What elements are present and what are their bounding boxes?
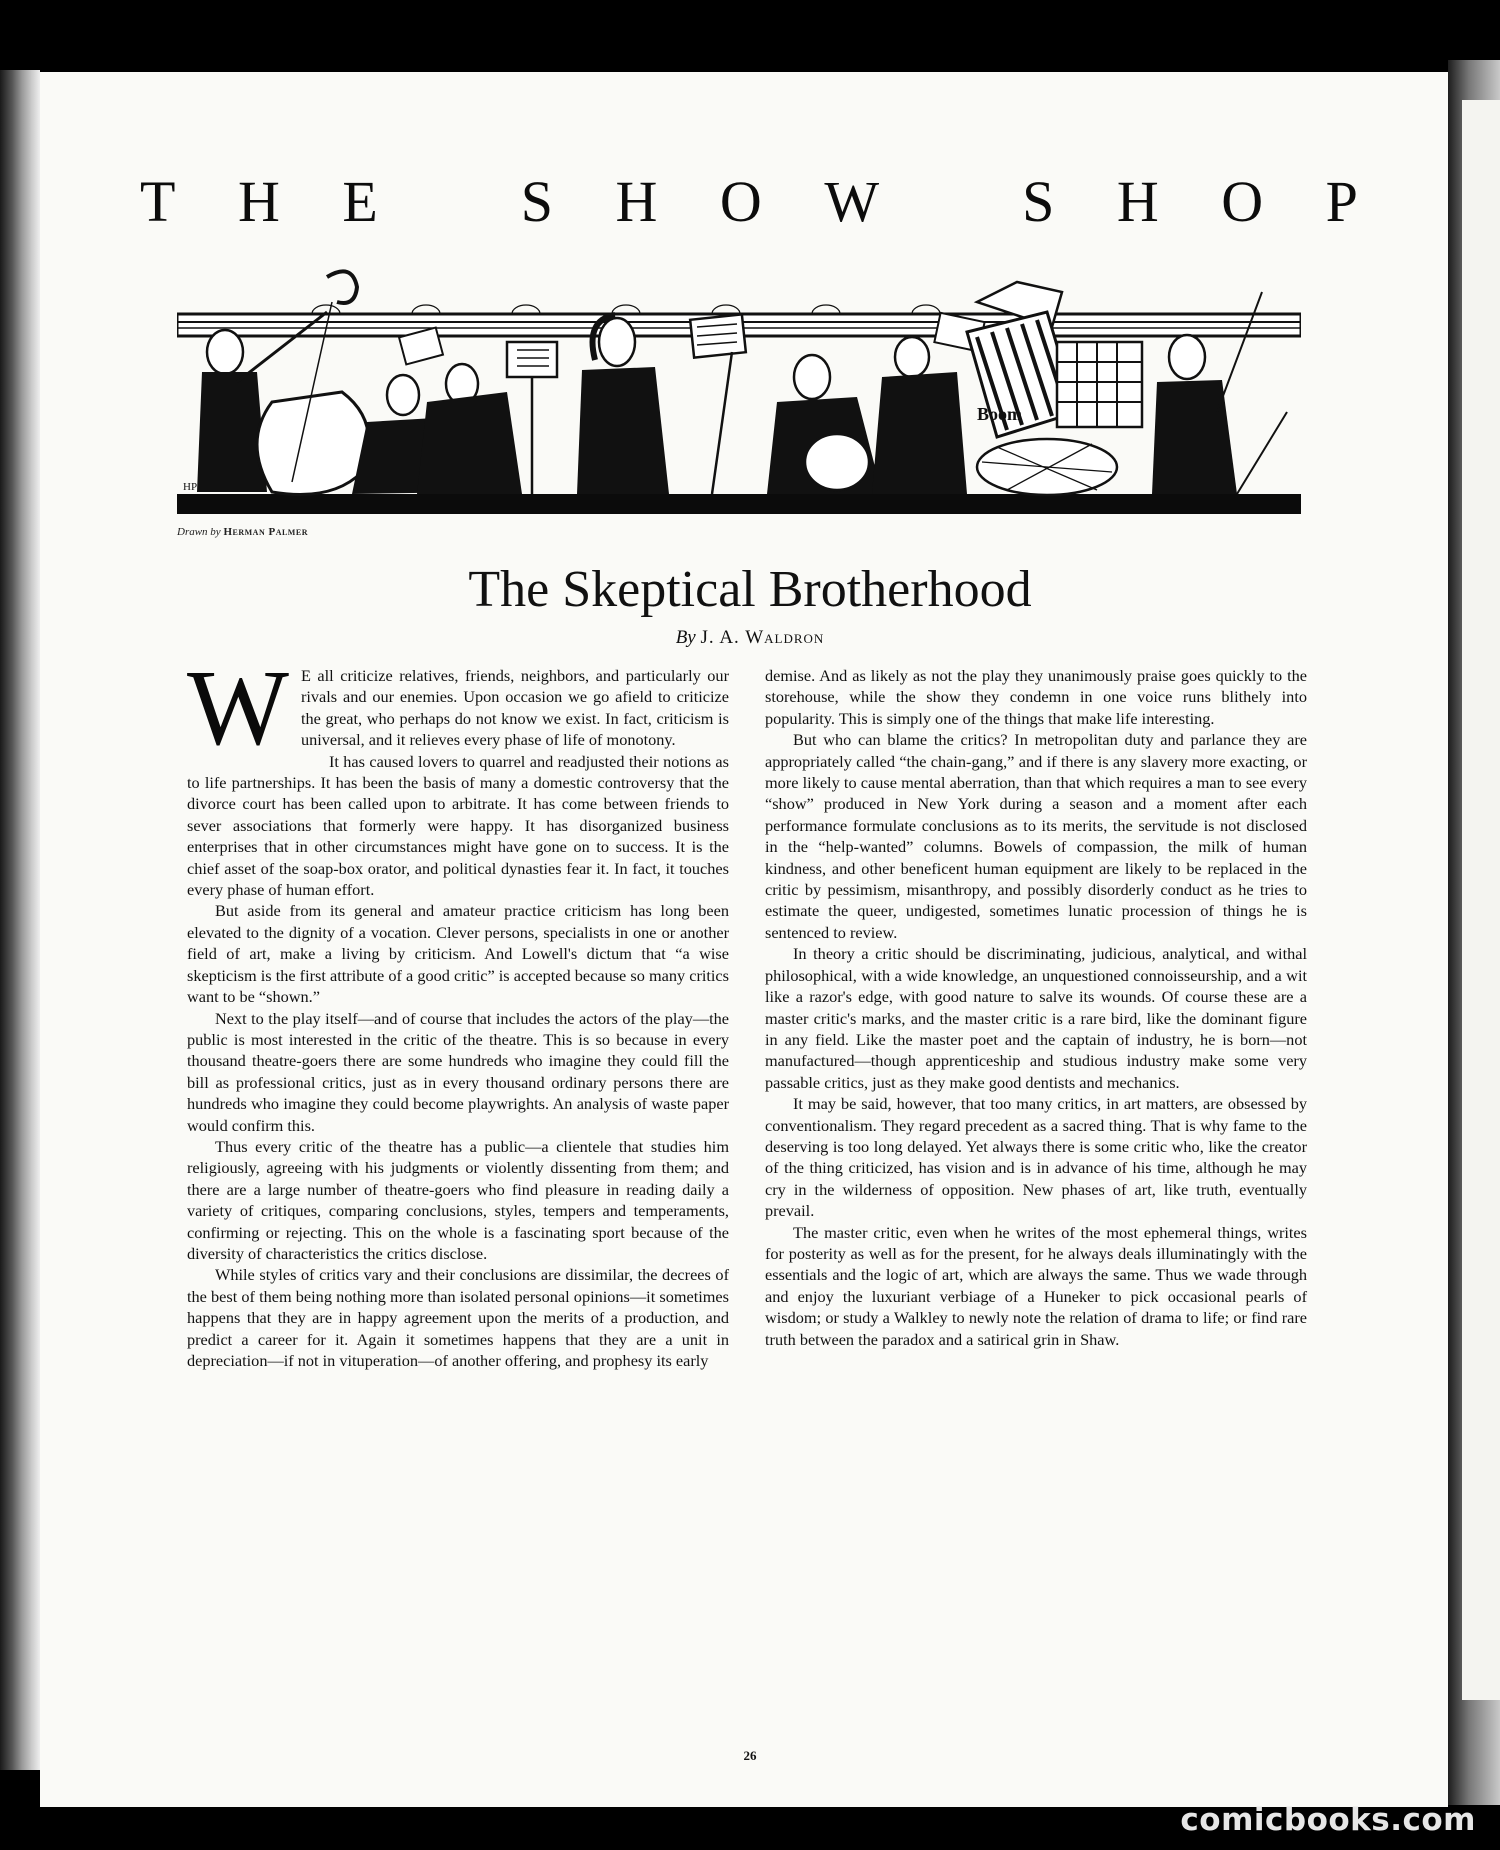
byline-author: J. A. Waldron — [700, 627, 825, 648]
header-letter: O — [1221, 169, 1266, 234]
boom-text: Boom — [977, 404, 1022, 424]
header-letter: T — [140, 169, 178, 234]
illustration-credit: Drawn by Herman Palmer — [177, 526, 308, 538]
paragraph: But who can blame the critics? In metropolitan duty and parlance they are appropriately called “the chain-gang,” and if there is any slavery more exacting, or more likely to cause mental aberration, than that which requires a man to see every “show” produced in New York during a season and a moment after each performance formulate conclusions as to its merits, the servitude is not disclosed in the “help-wanted” columns. Bowels of compassion, the milk of human kindness, and other beneficent human equipment are likely to be replaced in the critic by pessimism, misanthropy, and possibly disorderly conduct as he tries to estimate the queer, undigested, sometimes lunatic procession of things he is sentenced to review. — [765, 730, 1307, 942]
header-letter: H — [237, 169, 282, 234]
violinist-figures — [352, 328, 522, 494]
paragraph: But aside from its general and amateur practice criticism has long been elevated to the dignity of a vocation. Clever persons, specialists in one or another field of art, make a living by criticism. And Lowell's dictum that “a wise skepticism is the first attribute of a good critic” is accepted because so many critics want to be “shown.” — [187, 901, 729, 1007]
article-title: The Skeptical Brotherhood — [468, 561, 1032, 618]
paragraph: Next to the play itself—and of course that includes the actors of the play—the public is most interested in the critic of the theatre. This is so because in every thousand theatre-goers there are some hundreds who imagine they could fill the bill as professional critics, just as in every thousand ordinary persons there are hundreds who imagine they could become playwrights. An analysis of waste paper would confirm this. — [187, 1008, 729, 1135]
article-column-left — [187, 649, 729, 1371]
header-letter: S — [1022, 169, 1057, 234]
byline — [0, 627, 1500, 649]
site-watermark: comicbooks.com — [1180, 1802, 1476, 1838]
header-letter: H — [1116, 169, 1161, 234]
header-letter: P — [1325, 169, 1360, 234]
artist-monogram: HP — [183, 481, 198, 493]
scan-edge-left — [0, 70, 40, 1770]
bass-player-figure — [197, 271, 369, 494]
paragraph: In theory a critic should be discriminating, judicious, analytical, and withal philosophical, with a wide knowledge, an unquestioned connoisseurship, and a wit like a razor's edge, with good nature to salve its wounds. Of course these are a master critic's marks, and the master critic is a rare bird, like the dominant figure in any field. Like the master poet and the captain of industry, he is born—not manufactured—though apprenticeship and studious industry make some very passable critics, just as they make good dentists and mechanics. — [765, 944, 1307, 1092]
header-letter: S — [520, 169, 556, 234]
header-letter: H — [615, 169, 660, 234]
paragraph: It has caused lovers to quarrel and readjusted their notions as to life partnerships. It has been the basis of many a domestic controversy that the divorce court has been called upon to arbitrate. It has come between friends to sever associations that formerly were happy. It has disorganized business enterprises that in other circumstances might have gone on to success. It is the chief asset of the soap-box orator, and political dynasties fear it. In fact, it touches every phase of human effort. — [187, 751, 729, 900]
paragraph: W E all criticize relatives, friends, neighbors, and particularly our rivals and our enemies. Upon occasion we go afield to criticize the great, who perhaps do not know we exist. In fact, criticism is universal, and it relieves every phase of life of monotony. — [187, 649, 729, 768]
section-header — [140, 168, 1360, 235]
header-letter: E — [342, 169, 380, 234]
page-number: 26 — [743, 1748, 757, 1763]
paragraph: It may be said, however, that too many critics, in art matters, are obsessed by conventionalism. They regard precedent as a sacred thing. That is why fame to the deserving is too long delayed. Yet always there is some critic who, like the creator of the thing criticized, has vision and is in advance of his time, although he may cry in the wilderness of opposition. New phases of art, like truth, eventually prevail. — [765, 1094, 1307, 1221]
header-letter: O — [719, 169, 764, 234]
article-column-right — [765, 665, 1307, 1350]
paragraph: The master critic, even when he writes of the most ephemeral things, writes for posterity as well as for the present, for he always deals illuminatingly with the essentials and the logic of art, which are always the same. Thus we wade through and enjoy the luxuriant verbiage of a Huneker to pick occasional pearls of wisdom; or study a Walkley to newly note the relation of drama to life; or find rare truth between the paradox and a satirical grin in Shaw. — [765, 1222, 1307, 1349]
musician-figures — [767, 313, 985, 494]
byline-by: By — [675, 627, 696, 648]
drop-cap: W — [187, 649, 289, 768]
paragraph: Thus every critic of the theatre has a public—a clientele that studies him religiously, agreeing with his judgments or violently dissenting from them; and there are a large number of theatre-goers who find pleasure in reading daily a variety of critiques, comparing conclusions, styles, tempers and temperaments, confirming or rejecting. This on the whole is a fascinating sport because of the diversity of characteristics the critics disclose. — [187, 1136, 729, 1263]
orchestra-illustration — [177, 262, 1301, 520]
conductor-figure — [507, 314, 746, 494]
paragraph: demise. And as likely as not the play they unanimously praise goes quickly to the storehouse, while the show they condemn in one voice runs blithely into popularity. This is simply one of the things that make life interesting. — [765, 666, 1307, 728]
facing-page-edge — [1448, 60, 1500, 1805]
paragraph: While styles of critics vary and their conclusions are dissimilar, the decrees of the best of them being nothing more than isolated personal opinions—it sometimes happens that they are in happy agreement upon the merits of a production, and predict a career for it. Again it sometimes happens that they are a unit in depreciation—if not in vituperation—of another offering, and prophesy its early — [187, 1265, 729, 1370]
header-letter: W — [824, 169, 882, 234]
